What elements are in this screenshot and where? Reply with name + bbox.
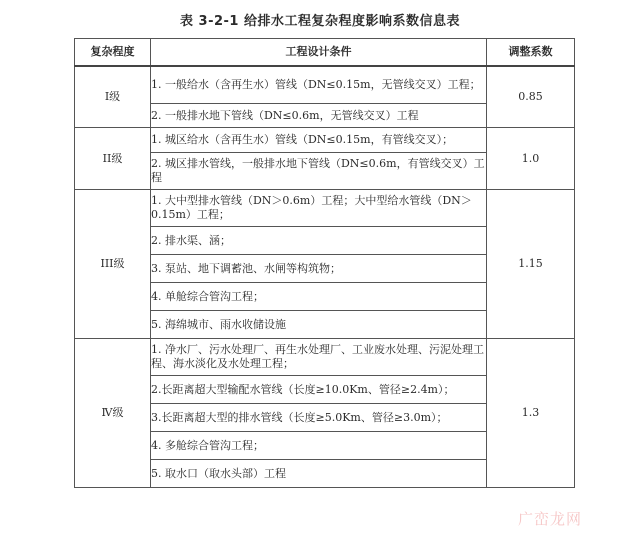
condition-cell [151,283,487,311]
condition-cell [151,104,487,128]
condition-text: 1. 一般给水（含再生水）管线（DN≤0.15m，无管线交叉）工程； [151,78,481,91]
table-header-row [75,39,575,67]
grade-cell: II级 [75,128,151,190]
condition-cell [151,227,487,255]
condition-text: 3.长距离超大型的排水管线（长度≥5.0Km、管径≥3.0m）； [151,410,448,424]
condition-text: 1. 净水厂、污水处理厂、再生水处理厂、工业废水处理、污泥处理工程、海水淡化及水处理工程； [151,343,484,370]
table-row [75,190,575,227]
condition-cell [151,311,487,339]
condition-text: 2. 城区排水管线，一般排水地下管线（DN≤0.6m，有管线交叉）工程 [151,157,485,184]
condition-text: 4. 多舱综合管沟工程； [151,438,264,452]
condition-cell [151,339,487,376]
condition-text: 1. 城区给水（含再生水）管线（DN≤0.15m，有管线交叉）； [151,133,454,146]
factor-cell: 1.0 [487,128,575,190]
table-title: 表 3-2-1 给排水工程复杂程度影响系数信息表 [180,14,460,29]
condition-cell [151,66,487,104]
condition-cell [151,432,487,460]
condition-text: 3. 泵站、地下调蓄池、水闸等构筑物； [151,261,341,275]
condition-cell [151,128,487,153]
table-row [75,128,575,153]
factor-cell: 0.85 [487,66,575,128]
condition-cell [151,255,487,283]
factor-cell: 1.3 [487,339,575,488]
condition-text: 5. 海绵城市、雨水收储设施 [151,317,286,331]
header-factor: 调整系数 [487,39,575,67]
condition-text: 2. 排水渠、涵； [151,233,231,247]
condition-cell [151,376,487,404]
table-row [75,339,575,376]
complexity-coefficient-table [74,38,575,488]
watermark: 广峦龙网 [518,510,583,528]
grade-cell: I级 [75,66,151,128]
header-conditions: 工程设计条件 [151,39,487,67]
condition-text: 4. 单舱综合管沟工程； [151,289,264,303]
condition-cell [151,153,487,190]
condition-cell [151,460,487,488]
grade-cell: III级 [75,190,151,339]
header-complexity: 复杂程度 [75,39,151,67]
condition-text: 5. 取水口（取水头部）工程 [151,466,286,480]
grade-cell: Ⅳ级 [75,339,151,488]
condition-cell [151,404,487,432]
condition-text: 1. 大中型排水管线（DN＞0.6m）工程；大中型给水管线（DN＞0.15m）工程； [151,194,472,221]
condition-text: 2.长距离超大型输配水管线（长度≥10.0Km、管径≥2.4m）； [151,382,455,396]
factor-cell: 1.15 [487,190,575,339]
condition-cell [151,190,487,227]
table-row [75,66,575,104]
condition-text: 2. 一般排水地下管线（DN≤0.6m，无管线交叉）工程 [151,108,419,122]
